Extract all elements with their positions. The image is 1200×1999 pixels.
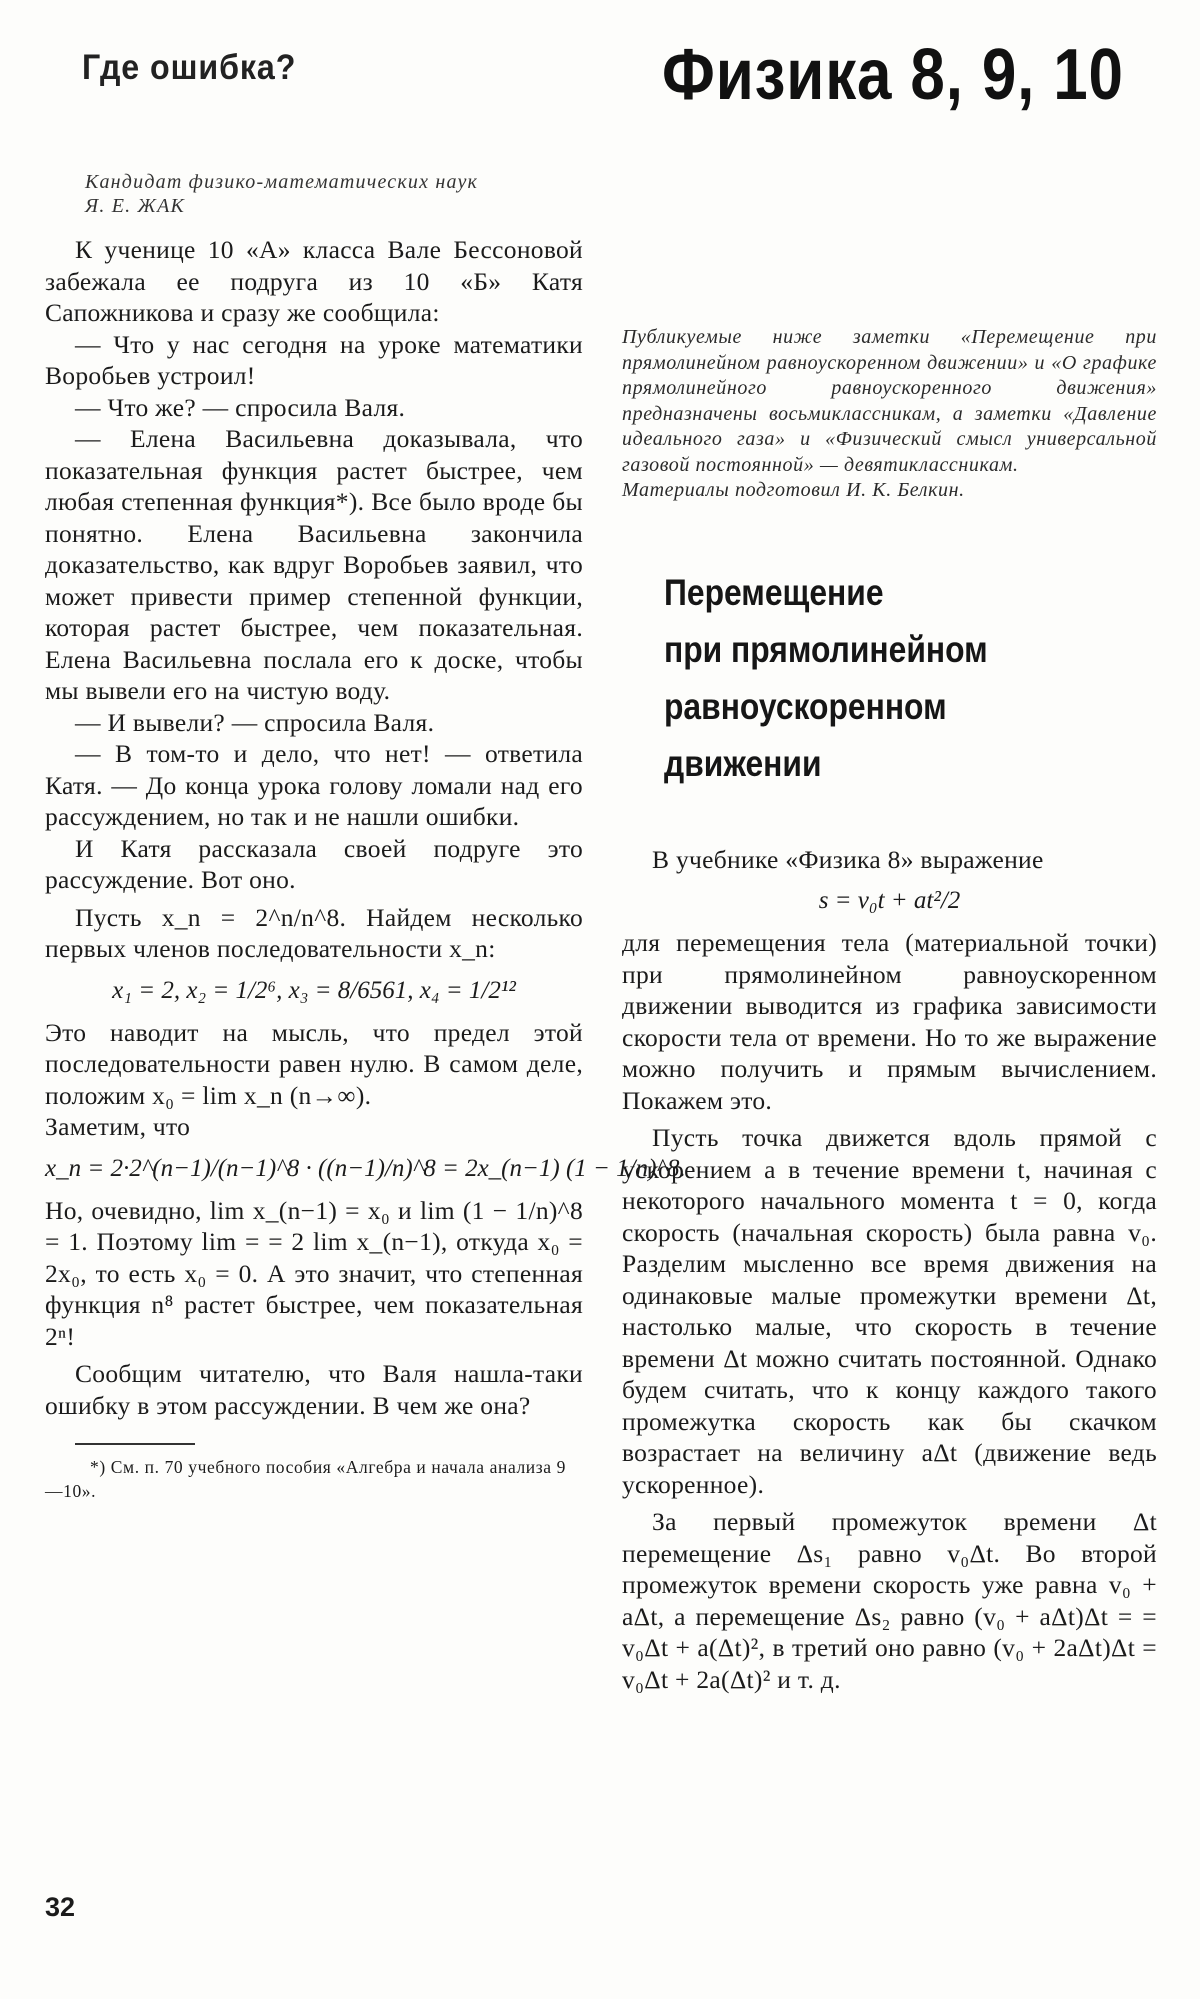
page-number: 32 [45, 1892, 76, 1922]
paragraph: — В том-то и дело, что нет! — ответила Катя. — До конца урока голову ломали над его рассуждением, но так и не нашли ошибки. [45, 739, 583, 831]
footnote: *) См. п. 70 учебного пособия «Алгебра и начала анализа 9—10». [45, 1457, 566, 1501]
paragraph: — Что же? — спросила Валя. [75, 392, 406, 422]
paragraph: Сообщим читателю, что Валя нашла-таки ошибку в этом рассуждении. В чем же она? [45, 1359, 583, 1420]
author-degree: Кандидат физико-математических наук [85, 171, 479, 193]
left-column [45, 170, 686, 1503]
formula-recurrence: x_n = 2·2^(n−1)/(n−1)^8 · ((n−1)/n)^8 = 2x_(n−1) (1 − 1/n)^8. [45, 1154, 686, 1182]
formula-displacement: s = v₀t + at²/2 [818, 887, 961, 914]
paragraph: Пусть точка движется вдоль прямой с ускорением a в течение времени t, начиная с некоторого начального момента t = 0, когда скорость (начальная скорость) была равна v₀. Разделим мысленно все время движения на одинаковые малые промежутки времени Δt, настолько малые, что скорость в течение времени Δt можно считать постоянной. Однако будем считать, что к концу каждого такого промежутка скорость как бы скачком возрастает на величину aΔt (движение ведь ускоренное). [622, 1123, 1157, 1499]
section-heading-left: Где ошибка? [82, 48, 297, 87]
sequence-definition: Пусть x_n = 2^n/n^8. Найдем несколько первых членов последовательности x_n: [45, 902, 583, 963]
paragraph: для перемещения тела (материальной точки) при прямолинейном равноускоренном движении выводится из графика зависимости скорости тела от времени. Но то же выражение можно получить и прямым вычислением. Покажем это. [622, 928, 1157, 1115]
author-name: Я. Е. ЖАК [85, 195, 185, 217]
article-title-line: Перемещение [664, 571, 884, 613]
paragraph: Это наводит на мысль, что предел этой последовательности равен нулю. В самом деле, положим x₀ = lim x_n (n→∞). [45, 1017, 583, 1110]
author-block [85, 170, 583, 218]
paragraph: — И вывели? — спросила Валя. [75, 707, 435, 737]
paragraph: К ученице 10 «А» класса Вале Бессоновой забежала ее подруга из 10 «Б» Катя Сапожникова и сразу же сообщила: [45, 235, 583, 327]
article-title-line: равноускоренном [664, 685, 947, 727]
paragraph: В учебнике «Физика 8» выражение [652, 844, 1044, 874]
footnote-divider [75, 1443, 195, 1445]
section-heading-right: Физика 8, 9, 10 [662, 35, 1124, 115]
formula-terms: x₁ = 2, x₂ = 1/2⁶, x₃ = 8/6561, x₄ = 1/2¹² [112, 976, 516, 1004]
article-title-line: при прямолинейном [664, 628, 988, 670]
paragraph: — Елена Васильевна доказывала, что показательная функция растет быстрее, чем любая степенная функция*). Все было вроде бы понятно. Елена Васильевна закончила доказательство, как вдруг Воробьев заявил, что может привести пример степенной функции, которая растет быстрее, чем показательная. Елена Васильевна послала его к доске, чтобы мы вывели его на чистую воду. [45, 424, 583, 705]
right-column [622, 325, 1157, 1695]
paragraph: Заметим, что [45, 1112, 191, 1141]
paragraph: Но, очевидно, lim x_(n−1) = x₀ и lim (1 − 1/n)^8 = 1. Поэтому lim = = 2 lim x_(n−1), откуда x₀ = 2x₀, то есть x₀ = 0. А это значит, что степенная функция n⁸ растет быстрее, чем показательная 2ⁿ! [45, 1195, 583, 1351]
editorial-intro: Публикуемые ниже заметки «Перемещение при прямолинейном равноускоренном движении» и «О графике прямолинейного равноускоренного движения» предназначены восьмиклассникам, а заметки «Давление идеального газа» и «Физический смысл универсальной газовой постоянной» — девятиклассникам. [622, 326, 1157, 476]
paragraph: — Что у нас сегодня на уроке математики Воробьев устроил! [45, 329, 583, 390]
article-title-line: движении [664, 742, 822, 784]
paragraph: И Катя рассказала своей подруге это рассуждение. Вот оно. [45, 833, 583, 894]
editorial-credits: Материалы подготовил И. К. Белкин. [622, 479, 965, 501]
article-title [664, 564, 1088, 792]
paragraph: За первый промежуток времени Δt перемещение Δs₁ равно v₀Δt. Во второй промежуток времени скорость уже равна v₀ + aΔt, а перемещение Δs₂ равно (v₀ + aΔt)Δt = = v₀Δt + a(Δt)², в третий оно равно (v₀ + 2aΔt)Δt = v₀Δt + 2a(Δt)² и т. д. [622, 1507, 1157, 1694]
